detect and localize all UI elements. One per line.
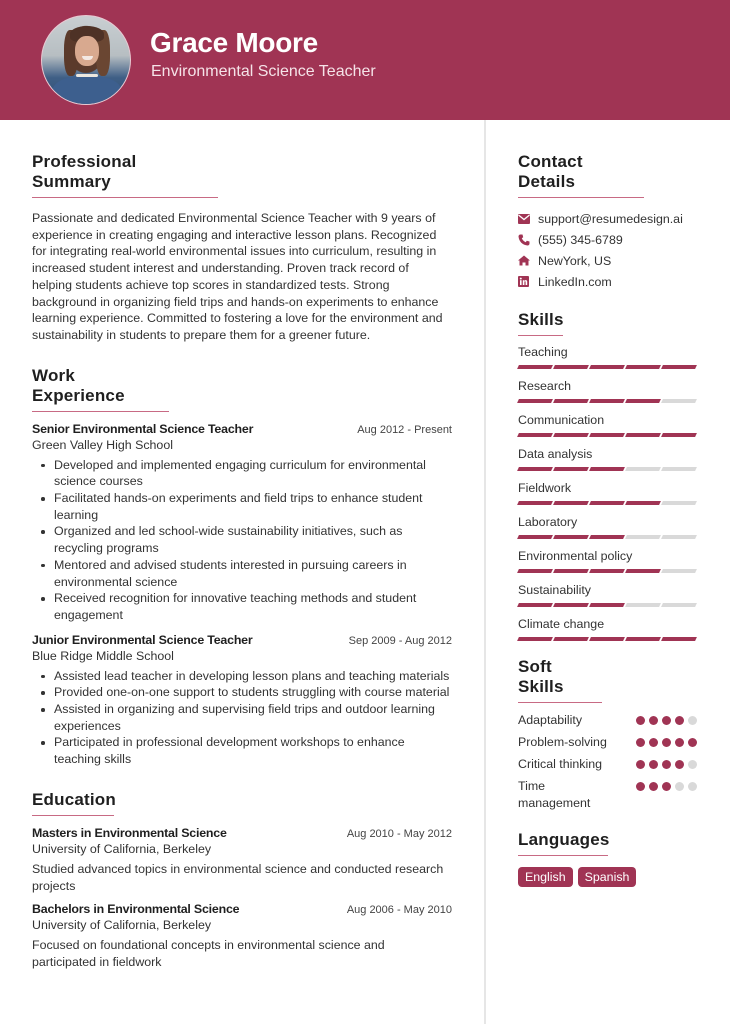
photo-necklace	[76, 74, 98, 77]
job-organization: Blue Ridge Middle School	[32, 648, 174, 663]
skill-level-bar	[518, 399, 703, 403]
skill-level-segment	[553, 637, 588, 641]
skill-level-segment	[661, 399, 696, 403]
work-section	[32, 366, 452, 768]
skill-level-segment	[589, 569, 624, 573]
job-dates: Aug 2012 - Present	[357, 423, 452, 436]
job-bullet: Developed and implemented engaging curriculum for environmental science courses	[54, 457, 452, 490]
job-entry	[32, 422, 452, 624]
soft-skill-item	[518, 756, 703, 773]
skill-level-bar	[518, 433, 703, 437]
education-entry	[32, 826, 452, 896]
skill-level-segment	[661, 467, 696, 471]
skill-level-segment	[625, 433, 660, 437]
skill-level-segment	[553, 433, 588, 437]
skill-level-segment	[625, 637, 660, 641]
job-entry	[32, 633, 452, 768]
skill-item	[518, 616, 703, 641]
skill-item	[518, 582, 703, 607]
skill-level-bar	[518, 501, 703, 505]
skill-level-segment	[625, 603, 660, 607]
contact-email[interactable]	[518, 208, 703, 229]
skill-level-bar	[518, 535, 703, 539]
skill-level-segment	[625, 467, 660, 471]
skill-level-segment	[661, 637, 696, 641]
skill-level-bar	[518, 637, 703, 641]
skill-level-segment	[625, 569, 660, 573]
job-bullet: Participated in professional development workshops to enhance teaching skills	[54, 734, 452, 767]
skill-level-bar	[518, 603, 703, 607]
rating-dot	[688, 782, 697, 791]
column-divider	[484, 120, 486, 1024]
summary-section	[32, 152, 452, 344]
skill-name: Environmental policy	[518, 549, 633, 563]
skill-level-segment	[553, 501, 588, 505]
skill-level-segment	[553, 467, 588, 471]
language-badge: Spanish	[578, 867, 637, 887]
job-organization: Green Valley High School	[32, 437, 173, 452]
skill-level-bar	[518, 365, 703, 369]
soft-skill-item	[518, 778, 703, 812]
rating-dot	[662, 716, 671, 725]
skill-level-segment	[553, 365, 588, 369]
skill-level-segment	[517, 399, 552, 403]
skill-level-segment	[517, 569, 552, 573]
sidebar-column	[518, 120, 703, 887]
degree-name: Bachelors in Environmental Science	[32, 901, 240, 916]
job-role: Junior Environmental Science Teacher	[32, 632, 253, 647]
section-heading: Professional Summary	[32, 152, 218, 198]
skill-item	[518, 548, 703, 573]
soft-skill-item	[518, 734, 703, 751]
skill-level-segment	[625, 501, 660, 505]
skill-item	[518, 514, 703, 539]
contact-linkedin-text: LinkedIn.com	[538, 274, 612, 289]
soft-skills-list	[518, 712, 703, 812]
skill-name: Teaching	[518, 345, 568, 359]
rating-dot	[662, 782, 671, 791]
contact-linkedin[interactable]	[518, 271, 703, 292]
job-bullet: Assisted lead teacher in developing lesson plans and teaching materials	[54, 668, 452, 685]
rating-dot	[649, 760, 658, 769]
skill-level-segment	[589, 433, 624, 437]
section-heading: Education	[32, 790, 114, 816]
contact-phone-text: (555) 345-6789	[538, 232, 623, 247]
skill-level-segment	[661, 365, 696, 369]
soft-skill-name: Problem-solving	[518, 735, 607, 749]
skill-level-segment	[517, 637, 552, 641]
skill-level-segment	[589, 535, 624, 539]
skill-level-segment	[661, 433, 696, 437]
skill-level-segment	[625, 365, 660, 369]
linkedin-icon	[518, 276, 538, 287]
skill-name: Sustainability	[518, 583, 592, 597]
rating-dot	[662, 738, 671, 747]
skill-name: Fieldwork	[518, 481, 572, 495]
skills-list	[518, 344, 703, 641]
skill-level-segment	[517, 365, 552, 369]
section-heading: Skills	[518, 310, 563, 336]
skill-level-segment	[589, 603, 624, 607]
contact-email-text: support@resumedesign.ai	[538, 211, 683, 226]
job-bullet: Facilitated hands-on experiments and field trips to enhance student learning	[54, 490, 452, 523]
contact-location-text: NewYork, US	[538, 253, 612, 268]
contact-location	[518, 250, 703, 271]
skill-name: Research	[518, 379, 572, 393]
rating-dot	[649, 782, 658, 791]
skill-level-segment	[661, 501, 696, 505]
education-description: Focused on foundational concepts in environmental science and participated in fieldwork	[32, 937, 385, 970]
skill-level-segment	[553, 603, 588, 607]
job-role: Senior Environmental Science Teacher	[32, 421, 254, 436]
education-entry	[32, 902, 452, 972]
education-description: Studied advanced topics in environmental science and conducted research projects	[32, 861, 444, 894]
skill-level-segment	[589, 365, 624, 369]
soft-skills-section	[518, 657, 703, 812]
envelope-icon	[518, 214, 538, 224]
skill-level-segment	[661, 603, 696, 607]
skill-level-segment	[517, 433, 552, 437]
candidate-title: Environmental Science Teacher	[151, 63, 376, 80]
main-column	[32, 120, 452, 972]
skill-level-segment	[589, 637, 624, 641]
soft-skill-rating	[636, 760, 697, 769]
soft-skill-name: Adaptability	[518, 713, 583, 727]
skill-name: Communication	[518, 413, 605, 427]
section-heading: Languages	[518, 830, 608, 856]
candidate-name: Grace Moore	[150, 27, 318, 58]
rating-dot	[636, 782, 645, 791]
soft-skill-rating	[636, 782, 697, 791]
degree-name: Masters in Environmental Science	[32, 825, 227, 840]
education-dates: Aug 2006 - May 2010	[346, 903, 452, 916]
rating-dot	[636, 738, 645, 747]
rating-dot	[636, 716, 645, 725]
skill-level-segment	[589, 467, 624, 471]
job-bullet: Assisted in organizing and supervising field trips and outdoor learning experiences	[54, 701, 452, 734]
skill-name: Climate change	[518, 617, 605, 631]
skills-section	[518, 310, 703, 641]
rating-dot	[688, 760, 697, 769]
section-heading: Contact Details	[518, 152, 644, 198]
rating-dot	[649, 716, 658, 725]
education-dates: Aug 2010 - May 2012	[346, 827, 452, 840]
job-dates: Sep 2009 - Aug 2012	[348, 634, 452, 647]
rating-dot	[688, 716, 697, 725]
job-bullet: Organized and led school-wide sustainability initiatives, such as recycling programs	[54, 523, 452, 556]
soft-skill-name: Critical thinking	[518, 757, 603, 771]
skill-level-segment	[625, 399, 660, 403]
skill-name: Data analysis	[518, 447, 593, 461]
rating-dot	[675, 716, 684, 725]
skill-level-segment	[625, 535, 660, 539]
skill-item	[518, 446, 703, 471]
language-badge: English	[518, 867, 573, 887]
job-bullets	[32, 457, 452, 624]
education-section	[32, 790, 452, 972]
job-bullet: Mentored and advised students interested in pursuing careers in environmental science	[54, 557, 452, 590]
skill-level-segment	[553, 535, 588, 539]
skill-level-segment	[553, 399, 588, 403]
school-name: University of California, Berkeley	[32, 917, 212, 932]
photo-jacket	[52, 76, 122, 105]
rating-dot	[688, 738, 697, 747]
soft-skill-rating	[636, 738, 697, 747]
resume-header	[0, 0, 730, 120]
skill-level-segment	[517, 603, 552, 607]
soft-skill-name: Time management	[518, 779, 591, 810]
section-heading: Work Experience	[32, 366, 169, 412]
skill-name: Laboratory	[518, 515, 578, 529]
languages-list	[518, 867, 703, 887]
skill-level-segment	[661, 569, 696, 573]
soft-skill-rating	[636, 716, 697, 725]
skill-level-segment	[589, 399, 624, 403]
phone-icon	[518, 234, 538, 246]
school-name: University of California, Berkeley	[32, 841, 212, 856]
skill-level-bar	[518, 467, 703, 471]
skill-level-segment	[661, 535, 696, 539]
rating-dot	[636, 760, 645, 769]
photo-face	[75, 36, 99, 66]
skill-level-segment	[589, 501, 624, 505]
skill-level-segment	[553, 569, 588, 573]
contact-phone[interactable]	[518, 229, 703, 250]
job-bullet: Provided one-on-one support to students struggling with course material	[54, 684, 452, 701]
job-bullet: Received recognition for innovative teaching methods and student engagement	[54, 590, 452, 623]
rating-dot	[675, 738, 684, 747]
skill-item	[518, 412, 703, 437]
profile-photo	[41, 15, 131, 105]
rating-dot	[662, 760, 671, 769]
rating-dot	[675, 760, 684, 769]
soft-skill-item	[518, 712, 703, 729]
rating-dot	[675, 782, 684, 791]
skill-level-segment	[517, 501, 552, 505]
section-heading: Soft Skills	[518, 657, 602, 703]
languages-section	[518, 830, 703, 887]
rating-dot	[649, 738, 658, 747]
home-icon	[518, 255, 538, 266]
job-bullets	[32, 668, 452, 768]
skill-level-bar	[518, 569, 703, 573]
summary-text: Passionate and dedicated Environmental Science Teacher with 9 years of experience in creating engaging and interactive lesson plans. Recognized for integrating real-world environmental issues into curriculum, resulting in increased student interest and understanding. Proven track record of helping students achieve top scores in standardized tests. Strong background in organizing field trips and hands-on experiments to enhance learning experience. Committed to fostering a love for the environment and sustainability in students to prepare them for a greener future.	[32, 211, 443, 342]
skill-level-segment	[517, 535, 552, 539]
skill-item	[518, 378, 703, 403]
skill-item	[518, 344, 703, 369]
skill-level-segment	[517, 467, 552, 471]
contact-section	[518, 152, 703, 292]
skill-item	[518, 480, 703, 505]
